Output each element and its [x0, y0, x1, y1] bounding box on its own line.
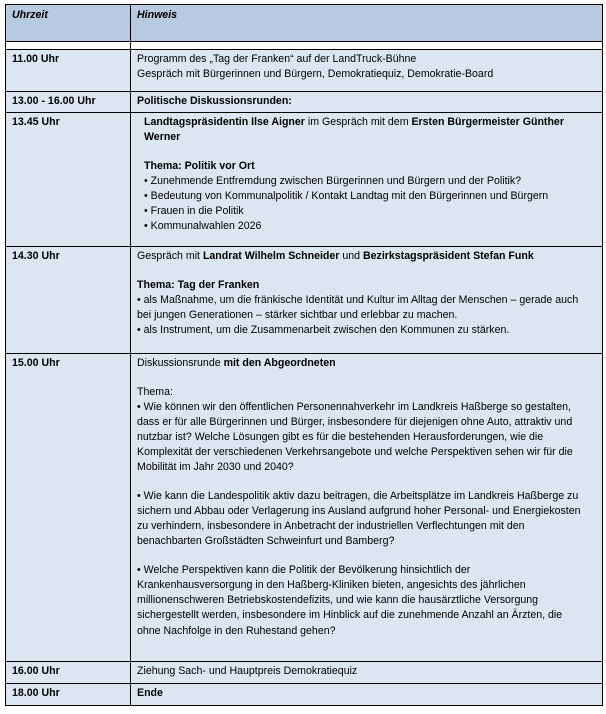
question-line: Mobilität im Jahr 2030 und 2040?: [137, 461, 294, 474]
theme-title: Thema:: [137, 386, 173, 399]
question-line: sichergestellt werden, insbesondere im Hinblick auf die zunehmende Anzahl an Ärzten, die: [137, 609, 563, 622]
bullet-item: • als Maßnahme, um die fränkische Identität und Kultur im Alltag der Menschen – gerade auch: [137, 294, 579, 307]
section-title: mit den Abgeordneten: [223, 357, 336, 370]
guest-name: Bezirkstagspräsident Stefan Funk: [362, 250, 534, 263]
time-cell: 15.00 Uhr: [6, 354, 131, 662]
intro-text: Gespräch mit: [137, 250, 203, 263]
schedule-document: [5, 4, 602, 706]
bullet-item: • Bedeutung von Kommunalpolitik / Kontakt Landtag mit den Bürgerinnen und Bürgern: [144, 190, 549, 203]
guests-line: [137, 249, 596, 264]
time-cell: 13.00 - 16.00 Uhr: [6, 92, 131, 113]
bullet-item: • Kommunalwahlen 2026: [144, 220, 262, 233]
table-row: [6, 662, 603, 684]
question-line: • Wie können wir den öffentlichen Personennahverkehr im Landkreis Haßberge so gestalten,: [137, 401, 571, 414]
bullet-item: • als Instrument, um die Zusammenarbeit zwischen den Kommunen zu stärken.: [137, 324, 510, 337]
guest-name: Landrat Wilhelm Schneider: [202, 250, 340, 263]
note-cell: [131, 113, 603, 247]
table-header-row: [6, 5, 603, 42]
question-line: zu verhindern, insbesondere in Anbetracht der industriellen Verflechtungen mit den: [137, 520, 525, 533]
question-line: sichern und Abbau oder Verlagerung ins Ausland aufgrund hoher Personal- und Energiekosten: [137, 505, 581, 518]
question-line: ohne Nachfolge in den Ruhestand gehen?: [137, 624, 336, 637]
note-cell: Ziehung Sach- und Hauptpreis Demokratiequiz: [131, 662, 603, 684]
table-row: [6, 92, 603, 113]
time-cell: 13.45 Uhr: [6, 113, 131, 247]
intro-text: Diskussionsrunde: [137, 357, 224, 370]
table-row: [6, 113, 603, 247]
section-title: Politische Diskussionsrunden:: [137, 95, 292, 107]
connector-text: und: [339, 250, 363, 263]
time-cell: 16.00 Uhr: [6, 662, 131, 684]
table-row: [6, 684, 603, 706]
question-line: Krankenhausversorgung in den Haßberg-Kliniken bieten, angesichts des jährlichen: [137, 579, 526, 592]
note-line: Programm des „Tag der Franken“ auf der LandTruck-Bühne: [137, 53, 417, 65]
table-row: [6, 50, 603, 92]
question-line: • Wie kann die Landespolitik aktiv dazu beitragen, die Arbeitsplätze im Landkreis Haßberge zu: [137, 490, 579, 503]
guests-line: [137, 115, 596, 145]
note-line: Gespräch mit Bürgerinnen und Bürgern, Demokratiequiz, Demokratie-Board: [137, 68, 494, 81]
question-line: benachbarten Großstädten Schweinfurt und Bamberg?: [137, 535, 395, 548]
theme-title: Thema: Tag der Franken: [137, 279, 260, 292]
table-row: [6, 354, 603, 662]
question-line: dass er für alle Bürgerinnen und Bürger, insbesondere für diejenigen ohne Auto, attraktiv und: [137, 416, 573, 429]
connector-text: im Gespräch mit dem: [304, 116, 412, 129]
time-cell: 18.00 Uhr: [6, 684, 131, 706]
table-row: [6, 247, 603, 354]
bullet-item: • Zunehmende Entfremdung zwischen Bürgerinnen und Bürgern und der Politik?: [144, 175, 522, 188]
note-cell: [131, 354, 603, 662]
discussion-line: [137, 356, 596, 371]
question-line: • Welche Perspektiven kann die Politik der Bevölkerung hinsichtlich der: [137, 564, 471, 577]
schedule-table: [5, 4, 603, 706]
time-cell: 14.30 Uhr: [6, 247, 131, 354]
question-line: millionenschweren Betriebskostendefizits, und wie kann die hausärztliche Versorgung: [137, 594, 539, 607]
question-line: Komplexität der verschiedenen Verkehrsangebote und welche Perspektiven sehen wir für die: [137, 446, 573, 459]
time-cell: 11.00 Uhr: [6, 50, 131, 92]
note-cell: [131, 92, 603, 113]
header-note: Hinweis: [131, 5, 603, 42]
question-line: nutzbar ist? Welche Lösungen gibt es für die bestehenden Herausforderungen, wie die: [137, 431, 544, 444]
bullet-item: • Frauen in die Politik: [144, 205, 244, 218]
note-cell: [131, 50, 603, 92]
guest-name: Landtagspräsidentin Ilse Aigner: [144, 116, 305, 129]
bullet-item-cont: bei jungen Generationen – stärker sichtbar und erlebbar zu machen.: [137, 309, 458, 322]
note-cell: [131, 247, 603, 354]
note-cell: Ende: [131, 684, 603, 706]
guest-name: Ersten Bürgermeister Günther Werner: [144, 116, 564, 144]
header-time: Uhrzeit: [6, 5, 131, 42]
header-spacer: [6, 42, 603, 50]
theme-title: Thema: Politik vor Ort: [144, 160, 255, 173]
